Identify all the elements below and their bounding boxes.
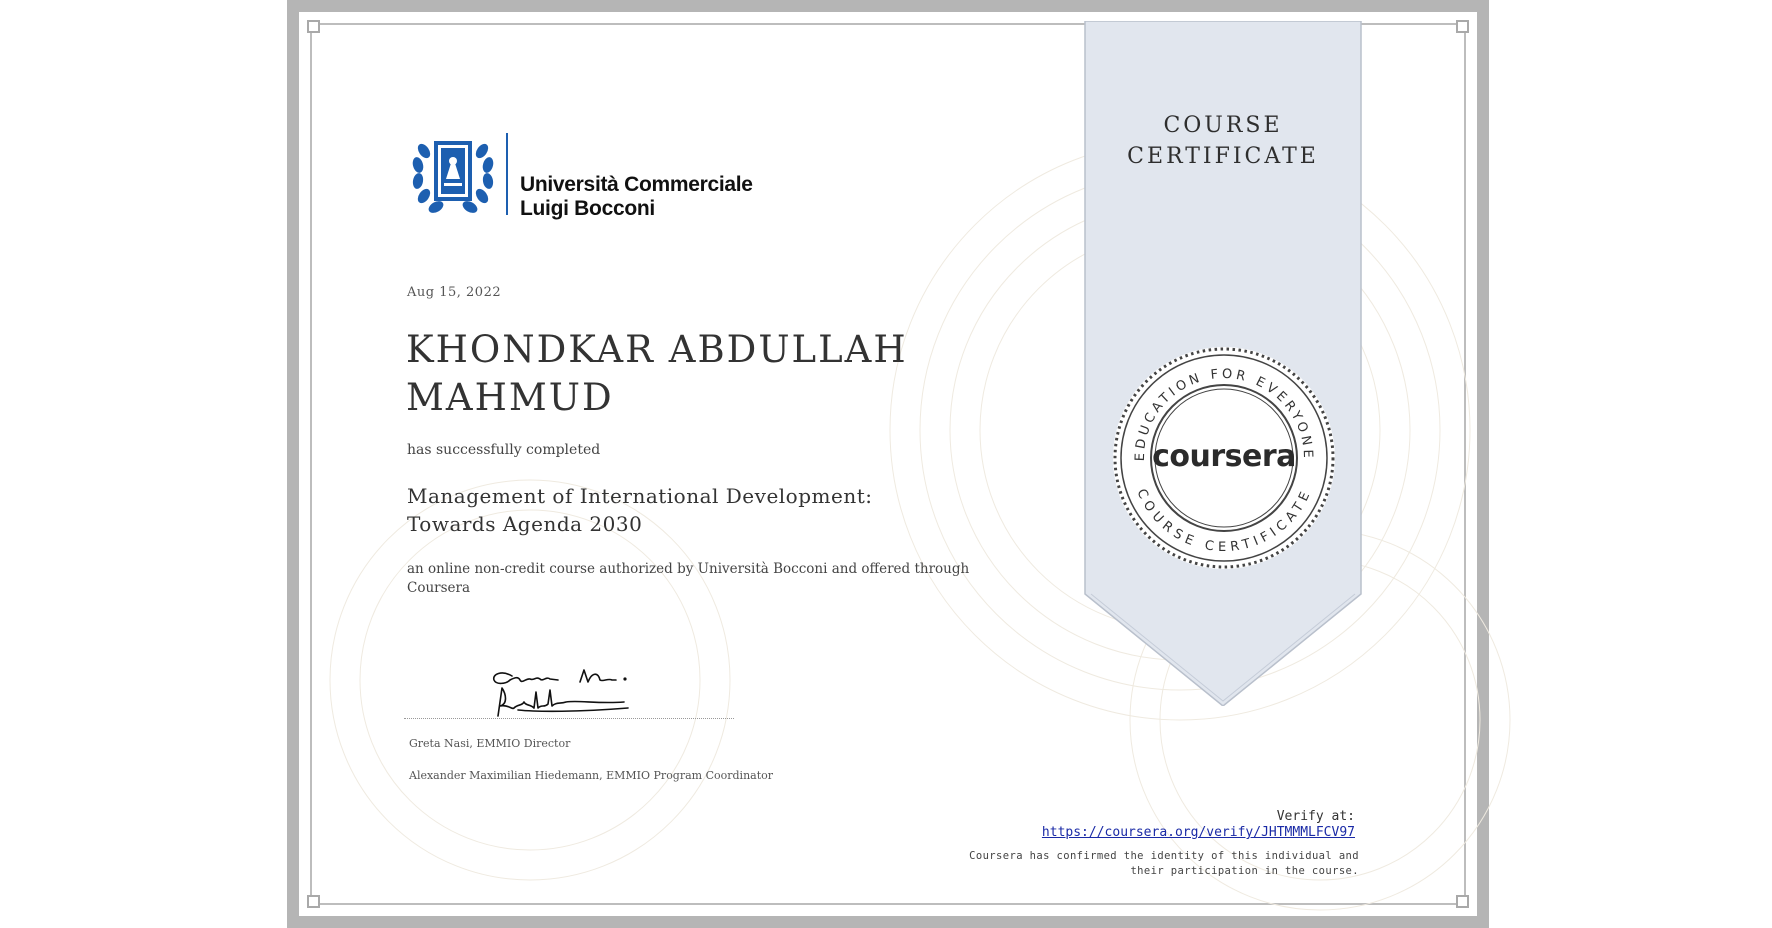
verify-link[interactable]: https://coursera.org/verify/JHTMMMLFCV97 xyxy=(1041,825,1355,840)
course-title-line2: Towards Agenda 2030 xyxy=(407,512,643,536)
ribbon-title-line2: CERTIFICATE xyxy=(1127,144,1319,169)
logo-divider xyxy=(506,133,508,215)
seal-bottom-text: COURSE CERTIFICATE xyxy=(1133,486,1315,555)
logo-university-name-line1: Università Commerciale xyxy=(520,173,753,196)
identity-confirmation-line1: Coursera has confirmed the identity of this individual and xyxy=(969,850,1359,862)
completion-statement: has successfully completed xyxy=(407,442,601,458)
signer-name: Alexander Maximilian Hiedemann, EMMIO Program Coordinator xyxy=(409,769,774,782)
recipient-name-line2: MAHMUD xyxy=(406,376,614,419)
identity-confirmation-line2: their participation in the course. xyxy=(1130,865,1359,877)
verify-label: Verify at: xyxy=(1276,809,1355,824)
course-description-line1: an online non-credit course authorized by Università Bocconi and offered through xyxy=(407,561,970,577)
handwritten-signatures xyxy=(488,664,658,720)
bocconi-emblem-icon xyxy=(410,131,496,217)
course-description-line2: Coursera xyxy=(407,580,471,596)
seal-top-text: EDUCATION FOR EVERYONE xyxy=(1132,366,1316,462)
ribbon-title-line1: COURSE xyxy=(1163,113,1283,138)
signature-line xyxy=(404,718,734,719)
signer-name: Greta Nasi, EMMIO Director xyxy=(409,737,571,750)
coursera-wordmark: coursera xyxy=(1152,439,1296,474)
course-title-line1: Management of International Development: xyxy=(407,484,873,508)
logo-university-name-line2: Luigi Bocconi xyxy=(520,197,655,220)
certificate-date: Aug 15, 2022 xyxy=(407,285,502,300)
recipient-name-line1: KHONDKAR ABDULLAH xyxy=(406,328,908,371)
